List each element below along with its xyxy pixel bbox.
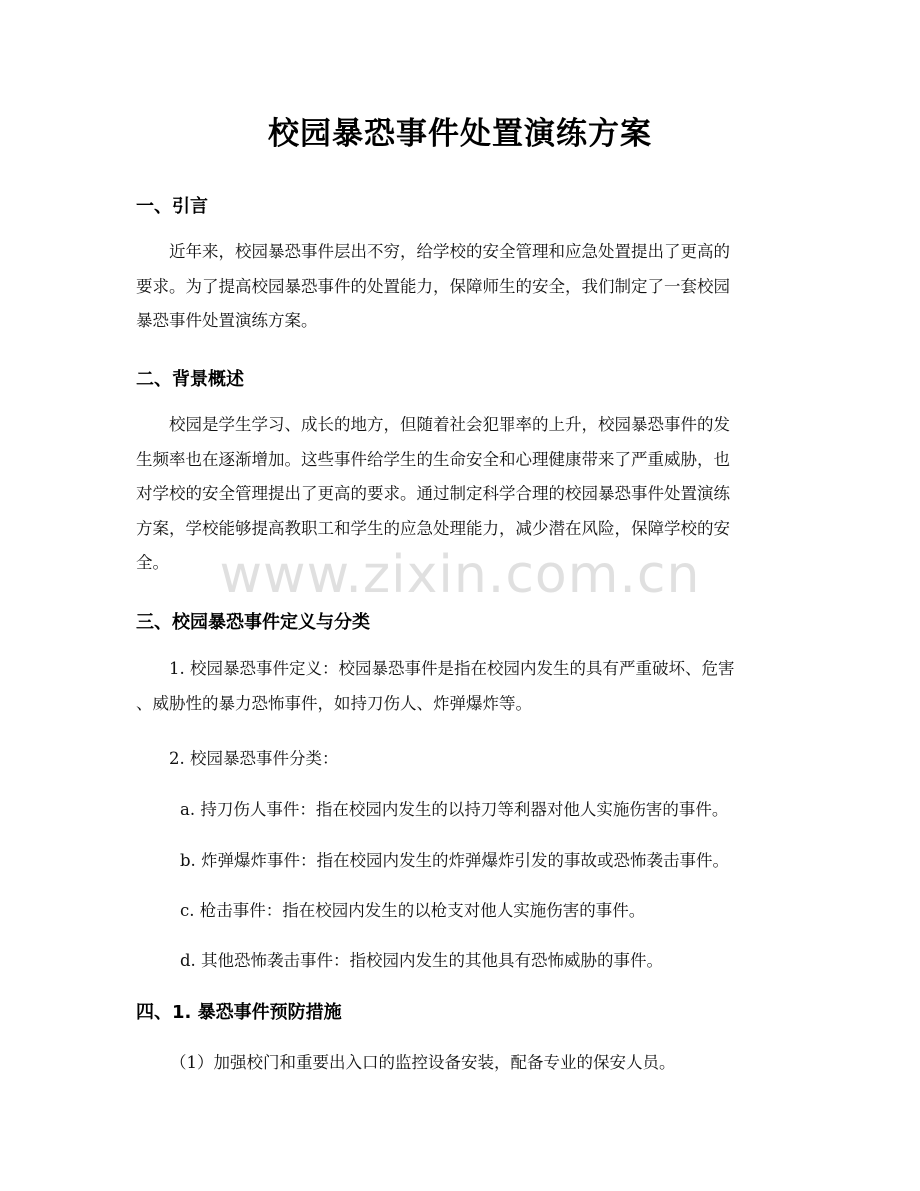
document-title: 校园暴恐事件处置演练方案: [268, 116, 652, 152]
paragraph-line: 方案，学校能够提高教职工和学生的应急处理能力，减少潜在风险，保障学校的安: [136, 518, 730, 538]
list-item: a. 持刀伤人事件：指在校园内发生的以持刀等利器对他人实施伤害的事件。: [180, 800, 729, 819]
list-item: d. 其他恐怖袭击事件：指校园内发生的其他具有恐怖威胁的事件。: [180, 951, 664, 970]
paragraph-line: 要求。为了提高校园暴恐事件的处置能力，保障师生的安全，我们制定了一套校园: [136, 276, 730, 296]
paragraph-line: 校园是学生学习、成长的地方，但随着社会犯罪率的上升，校园暴恐事件的发: [169, 415, 730, 434]
paragraph-line: 全。: [136, 553, 169, 572]
list-item: （1）加强校门和重要出入口的监控设备安装，配备专业的保安人员。: [170, 1053, 676, 1072]
paragraph-line: 生频率也在逐渐增加。这些事件给学生的生命安全和心理健康带来了严重威胁，也: [136, 449, 730, 469]
paragraph-line: 暴恐事件处置演练方案。: [136, 311, 318, 330]
watermark: www.zixin.com.cn: [219, 545, 701, 605]
list-item: c. 枪击事件：指在校园内发生的以枪支对他人实施伤害的事件。: [180, 901, 646, 920]
section-heading-introduction: 一、引言: [136, 196, 208, 217]
paragraph-introduction: [136, 235, 786, 339]
classification-label: 2. 校园暴恐事件分类：: [169, 749, 339, 768]
list-item: b. 炸弹爆炸事件：指在校园内发生的炸弹爆炸引发的事故或恐怖袭击事件。: [180, 851, 730, 870]
paragraph-line: 对学校的安全管理提出了更高的要求。通过制定科学合理的校园暴恐事件处置演练: [136, 484, 730, 503]
section-heading-background: 二、背景概述: [136, 369, 244, 390]
paragraph-background: [136, 408, 786, 581]
paragraph-line: 近年来，校园暴恐事件层出不穷，给学校的安全管理和应急处置提出了更高的: [169, 242, 730, 261]
paragraph-definition: [136, 652, 786, 721]
section-heading-definition: 三、校园暴恐事件定义与分类: [136, 612, 370, 633]
paragraph-line: 、威胁性的暴力恐怖事件，如持刀伤人、炸弹爆炸等。: [136, 693, 532, 713]
paragraph-line: 1. 校园暴恐事件定义：校园暴恐事件是指在校园内发生的具有严重破坏、危害: [169, 659, 735, 678]
section-heading-prevention: 四、1. 暴恐事件预防措施: [136, 1002, 342, 1023]
